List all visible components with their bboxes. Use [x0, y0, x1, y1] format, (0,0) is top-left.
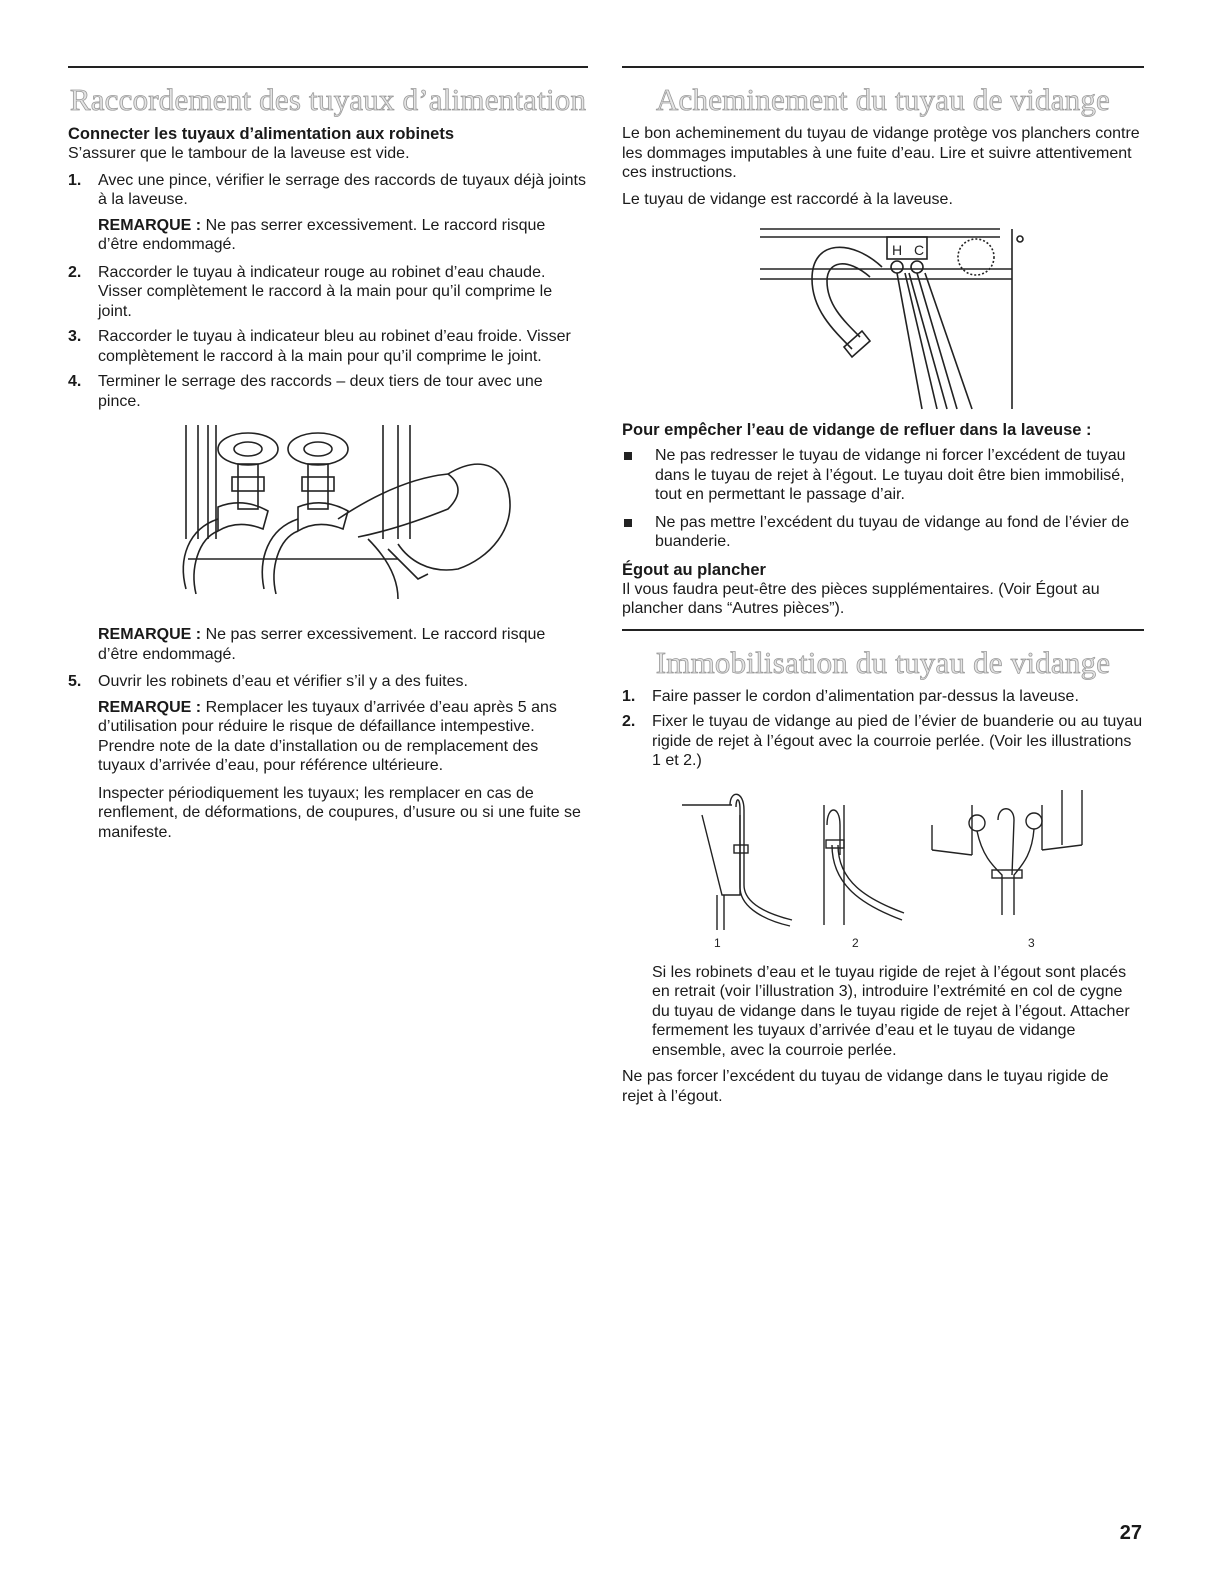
section-divider [68, 66, 588, 68]
step-item [68, 327, 588, 366]
note-text: Ne pas serrer excessivement. Le raccord risque d’être endommagé. [98, 626, 546, 663]
step-number: 5. [68, 673, 82, 690]
floor-drain-text: Il vous faudra peut-être des pièces supplémentaires. (Voir Égout au plancher dans “Autres pièces”). [622, 580, 1100, 617]
note [98, 625, 588, 664]
drain-intro: Le bon acheminement du tuyau de vidange protège vos planchers contre les dommages imputables à une fuite d’eau. Lire et suivre attentivement ces instructions. [622, 125, 1140, 181]
note [98, 698, 588, 776]
figure-label-3: 3 [1028, 935, 1035, 950]
bullet-square-icon [622, 446, 655, 505]
subhead-floor-drain: Égout au plancher [622, 560, 766, 579]
step-text: Terminer le serrage des raccords – deux tiers de tour avec une pince. [98, 373, 543, 410]
step-number: 2. [68, 263, 82, 281]
right-column [622, 66, 1144, 1106]
recessed-instructions: Si les robinets d’eau et le tuyau rigide de rejet à l’égout sont placés en retrait (voir l’illustration 3), introduire l’extrémité en col de cygne du tuyau de vidange dans le tuyau rigide de rejet à l’égout. Attacher fermement les tuyaux d’arrivée d’eau et le tuyau de vidange ensemble, avec la courroie perlée. [652, 963, 1130, 1059]
note-text: Ne pas serrer excessivement. Le raccord risque d’être endommagé. [98, 216, 546, 253]
step-text: Raccorder le tuyau à indicateur bleu au robinet d’eau froide. Visser complètement le raccord à la main pour qu’il comprime le joint. [98, 328, 571, 365]
bullet-text: Ne pas mettre l’excédent du tuyau de vidange au fond de l’évier de buanderie. [655, 513, 1130, 550]
note-label: REMARQUE : [98, 698, 202, 716]
section-divider [622, 629, 1144, 631]
step-item [68, 372, 588, 411]
left-column [68, 66, 588, 842]
step-number: 1. [68, 171, 82, 189]
step-item [68, 672, 588, 692]
step-text: Fixer le tuyau de vidange au pied de l’évier de buanderie ou au tuyau rigide de rejet à l’égout avec la courroie perlée. (Voir les illustrations 1 et 2.) [652, 713, 1143, 769]
bullet-item [622, 513, 1144, 552]
excess-hose-warning: Ne pas forcer l’excédent du tuyau de vidange dans le tuyau rigide de rejet à l’égout. [622, 1068, 1109, 1105]
step-item [68, 171, 588, 210]
hose-securing-illustrations [622, 785, 1144, 955]
note-label: REMARQUE : [98, 216, 202, 234]
step-text: Raccorder le tuyau à indicateur rouge au robinet d’eau chaude. Visser complètement le raccord à la main pour qu’il comprime le joint. [98, 263, 553, 320]
section-title-supply-hoses: Raccordement des tuyaux d’alimentation [69, 82, 587, 117]
inspect-text: Inspecter périodiquement les tuyaux; les remplacer en cas de renflement, de déformations, de coupures, d’usure ou si une fuite se manifeste. [98, 784, 581, 841]
step-text: Faire passer le cordon d’alimentation par-dessus la laveuse. [652, 687, 1079, 705]
intro-text: S’assurer que le tambour de la laveuse est vide. [68, 145, 410, 162]
subhead-connect-hoses: Connecter les tuyaux d’alimentation aux robinets [68, 125, 455, 143]
note-label: REMARQUE : [98, 626, 202, 643]
step-number: 2. [622, 713, 636, 730]
bullet-text: Ne pas redresser le tuyau de vidange ni forcer l’excédent de tuyau dans le tuyau de rejet à l’égout. Le tuyau doit être bien immobilisé, tout en permettant le passage d’air. [655, 447, 1126, 503]
section-title-securing-hose: Immobilisation du tuyau de vidange [655, 644, 1111, 680]
note-text: Remplacer les tuyaux d’arrivée d’eau après 5 ans d’utilisation pour réduire le risque de défaillance intempestive. Prendre note de la date d’installation ou de remplacement des tuyaux d’arrivée d’eau, pour référence ultérieure. [98, 698, 557, 774]
note [98, 216, 588, 255]
figure-label-1: 1 [714, 935, 721, 950]
figure-label-2: 2 [852, 935, 859, 950]
step-item [622, 687, 1144, 707]
step-number: 4. [68, 373, 82, 390]
step-item [68, 263, 588, 322]
step-item [622, 712, 1144, 771]
section-title-drain-routing: Acheminement du tuyau de vidange [655, 82, 1111, 117]
drain-connected-text: Le tuyau de vidange est raccordé à la laveuse. [622, 190, 953, 208]
step-text: Ouvrir les robinets d’eau et vérifier s’il y a des fuites. [98, 673, 468, 690]
subhead-backflow: Pour empêcher l’eau de vidange de refluer dans la laveuse : [622, 421, 1092, 439]
hot-marker: H [892, 242, 903, 258]
drain-hose-illustration [622, 219, 1144, 414]
step-text: Avec une pince, vérifier le serrage des raccords de tuyaux déjà joints à la laveuse. [98, 171, 586, 208]
cold-marker: C [914, 242, 925, 258]
step-number: 1. [622, 687, 636, 705]
section-divider [622, 66, 1144, 68]
step-number: 3. [68, 328, 82, 345]
page-number: 27 [1119, 1522, 1142, 1544]
faucet-pliers-illustration [68, 419, 588, 609]
bullet-item [622, 446, 1144, 505]
bullet-square-icon [622, 513, 655, 552]
